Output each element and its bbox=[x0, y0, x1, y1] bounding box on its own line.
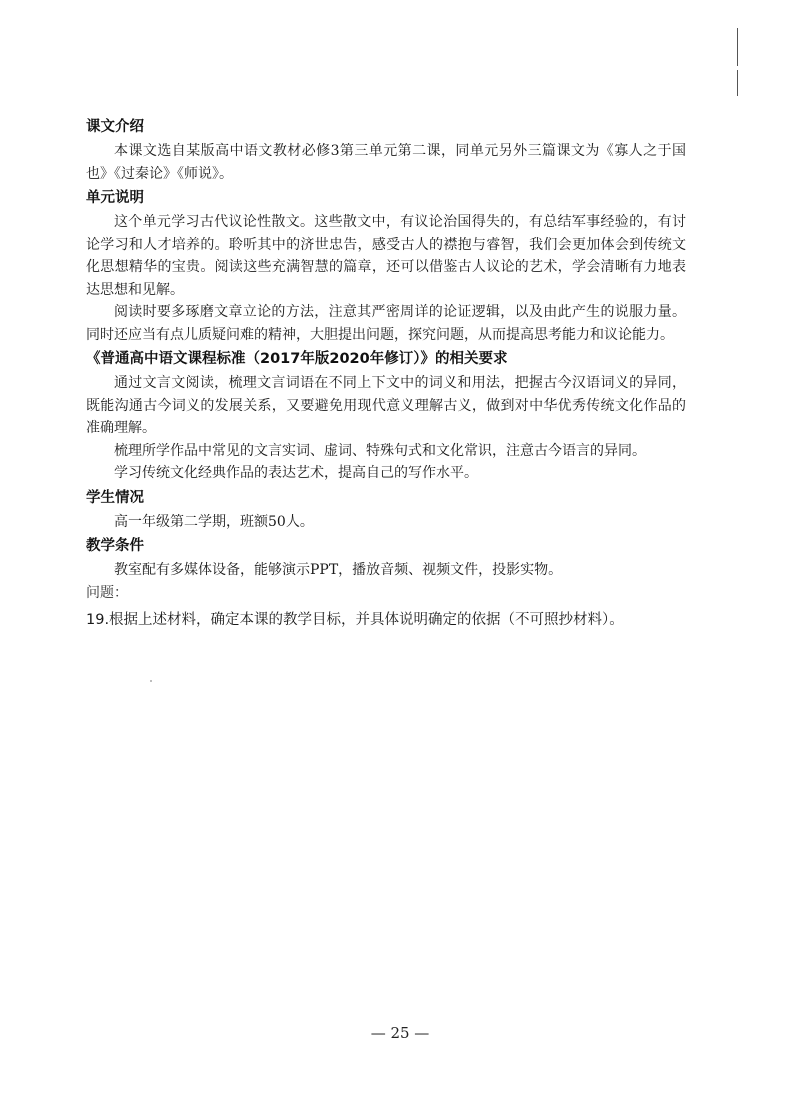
lesson-intro-heading: 课文介绍 bbox=[86, 119, 144, 135]
unit-description-heading: 单元说明 bbox=[86, 190, 144, 206]
curriculum-standard-paragraph: 梳理所学作品中常见的文言实词、虚词、特殊句式和文化常识，注意古今语言的异同。 bbox=[114, 442, 646, 459]
teaching-conditions-text: 教室配有多媒体设备，能够演示PPT，播放音频、视频文件，投影实物。 bbox=[114, 562, 563, 578]
curriculum-standard-heading: 《普通高中语文课程标准（2017年版2020年修订）》的相关要求 bbox=[86, 351, 508, 367]
question-19: 19.根据上述材料，确定本课的教学目标，并具体说明确定的依据（不可照抄材料）。 bbox=[86, 611, 624, 628]
scan-speck bbox=[150, 680, 152, 682]
page-content bbox=[86, 114, 686, 632]
page-number: — 25 — bbox=[370, 1024, 430, 1042]
lesson-intro-text: 本课文选自某版高中语文教材必修3第三单元第二课，同单元另外三篇课文为《寡人之于国也》《过秦论》《师说》。 bbox=[86, 143, 686, 182]
teaching-conditions-heading: 教学条件 bbox=[86, 538, 144, 554]
question-label: 问题： bbox=[86, 584, 128, 601]
unit-description-paragraph: 这个单元学习古代议论性散文。这些散文中，有议论治国得失的，有总结军事经验的，有讨论学习和人才培养的。聆听其中的济世忠告，感受古人的襟抱与睿智，我们会更加体会到传统文化思想精华的宝贵。阅读这些充满智慧的篇章，还可以借鉴古人议论的艺术，学会清晰有力地表达思想和见解。 bbox=[86, 214, 686, 298]
unit-description-paragraph: 阅读时要多琢磨文章立论的方法，注意其严密周详的论证逻辑，以及由此产生的说服力量。同时还应当有点儿质疑问难的精神，大胆提出问题，探究问题，从而提高思考能力和议论能力。 bbox=[86, 304, 686, 343]
student-situation-heading: 学生情况 bbox=[86, 489, 144, 506]
curriculum-standard-paragraph: 通过文言文阅读，梳理文言词语在不同上下文中的词义和用法，把握古今汉语词义的异同，既能沟通古今词义的发展关系，又要避免用现代意义理解古义，做到对中华优秀传统文化作品的准确理解。 bbox=[86, 375, 686, 436]
binding-mark bbox=[737, 28, 738, 66]
curriculum-standard-paragraph: 学习传统文化经典作品的表达艺术，提高自己的写作水平。 bbox=[114, 465, 478, 481]
student-situation-text: 高一年级第二学期，班额50人。 bbox=[114, 513, 314, 530]
binding-mark bbox=[737, 70, 738, 96]
